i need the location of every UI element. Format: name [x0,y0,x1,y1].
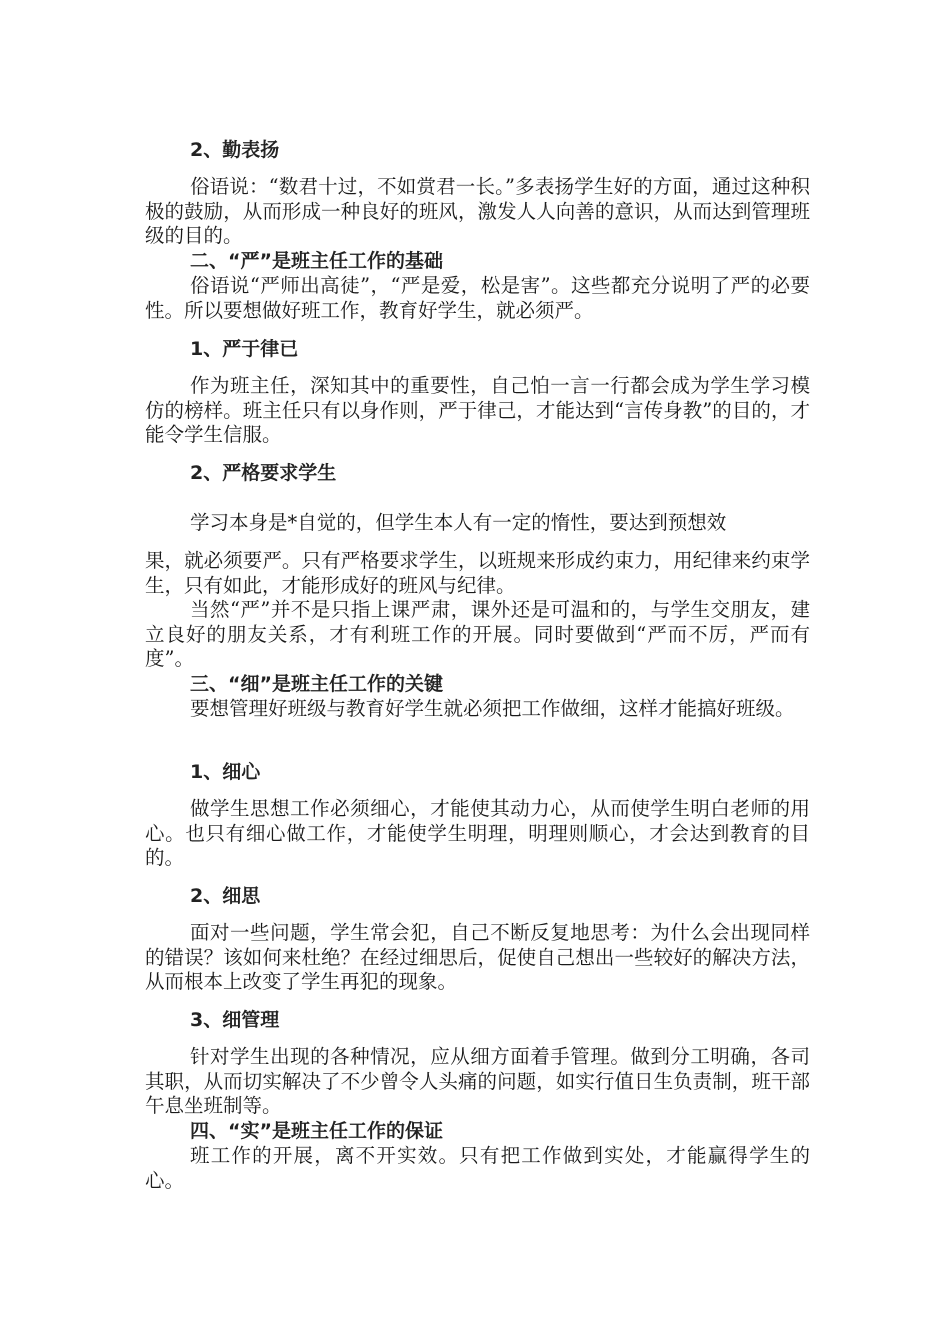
paragraph: 学习本身是*自觉的，但学生本人有一定的惰性，要达到预想效 [190,511,727,534]
paragraph: 俗语说：“数君十过，不如赏君一长。”多表扬学生好的方面，通过这种积极的鼓励，从而形成一种良好的班风，激发人人向善的意识，从而达到管理班级的目的。 [145,175,810,247]
section-heading: 1、严于律已 [190,338,299,360]
chapter-heading: 三、“细”是班主任工作的关键 [190,673,443,695]
paragraph: 做学生思想工作必须细心，才能使其动力心，从而使学生明白老师的用心。也只有细心做工作，才能使学生明理，明理则顺心，才会达到教育的目的。 [145,797,810,869]
section-heading: 2、严格要求学生 [190,462,337,484]
chapter-heading: 四、“实”是班主任工作的保证 [190,1120,443,1142]
paragraph: 作为班主任，深知其中的重要性，自己怕一言一行都会成为学生学习模仿的榜样。班主任只有以身作则，严于律己，才能达到“言传身教”的目的，才能令学生信服。 [145,374,810,446]
paragraph: 班工作的开展，离不开实效。只有把工作做到实处，才能赢得学生的心。 [145,1144,810,1192]
paragraph: 当然“严”并不是只指上课严肃，课外还是可温和的，与学生交朋友，建立良好的朋友关系，才有利班工作的开展。同时要做到“严而不厉，严而有度”。 [145,598,810,670]
paragraph: 针对学生出现的各种情况，应从细方面着手管理。做到分工明确，各司其职，从而切实解决了不少曾令人头痛的问题，如实行值日生负责制，班干部午息坐班制等。 [145,1045,810,1117]
section-heading: 2、勤表扬 [190,139,280,161]
chapter-heading: 二、“严”是班主任工作的基础 [190,250,443,272]
paragraph: 面对一些问题，学生常会犯，自己不断反复地思考：为什么会出现同样的错误？该如何来杜绝？在经过细思后，促使自己想出一些较好的解决方法，从而根本上改变了学生再犯的现象。 [145,921,810,993]
section-heading: 3、细管理 [190,1009,280,1031]
paragraph: 俗语说“严师出高徒”，“严是爱，松是害”。这些都充分说明了严的必要性。所以要想做好班工作，教育好学生，就必须严。 [145,274,810,322]
paragraph-continuation: 果，就必须要严。只有严格要求学生，以班规来形成约束力，用纪律来约束学生，只有如此，才能形成好的班风与纪律。 [145,549,810,597]
section-heading: 1、细心 [190,761,261,783]
section-heading: 2、细思 [190,885,261,907]
paragraph: 要想管理好班级与教育好学生就必须把工作做细，这样才能搞好班级。 [190,697,795,720]
